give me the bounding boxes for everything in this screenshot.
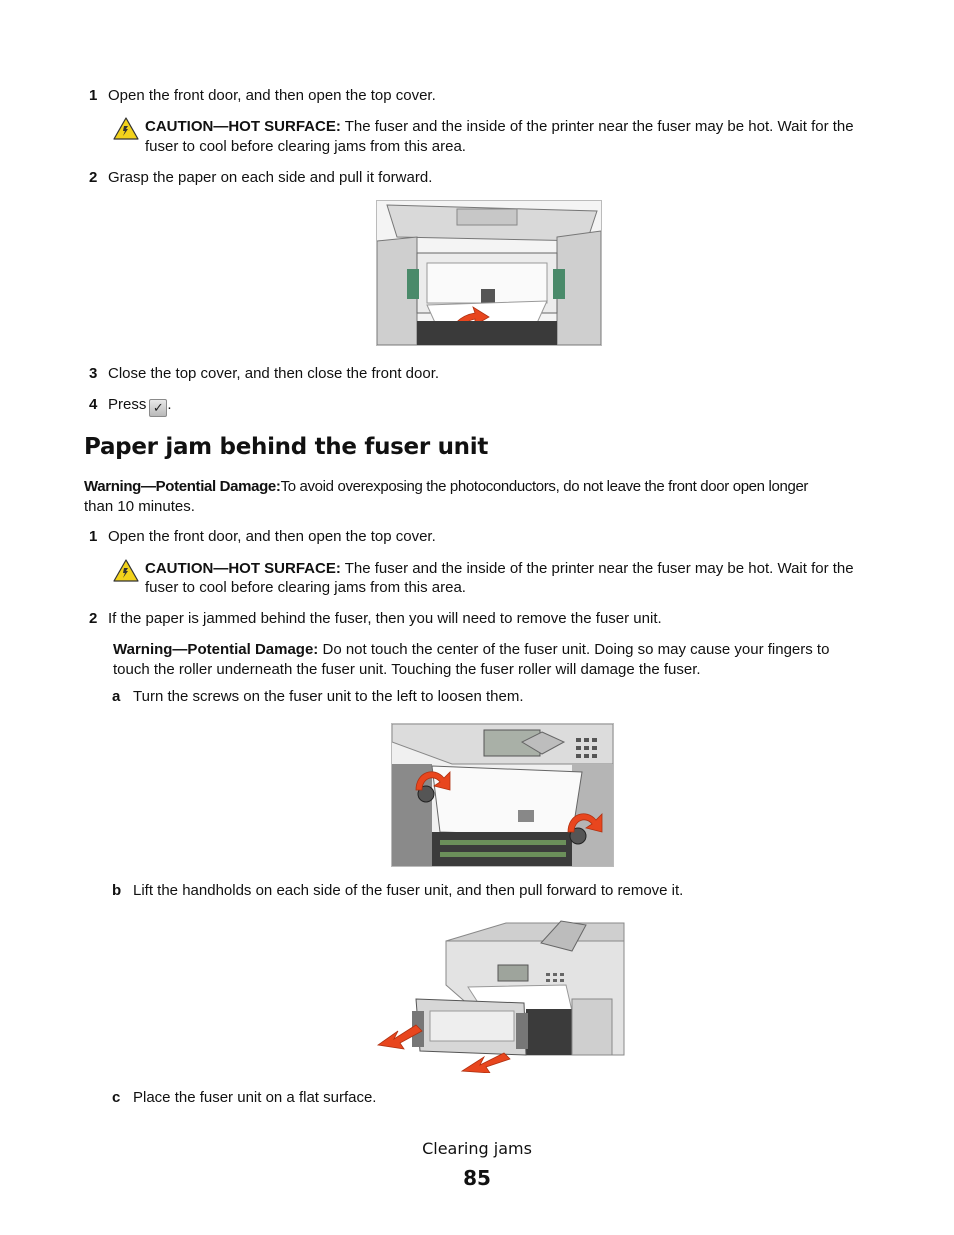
step-text: If the paper is jammed behind the fuser, then you will need to remove the fuser unit.: [108, 610, 662, 627]
caution-label: CAUTION—HOT SURFACE:: [145, 560, 341, 577]
substep-text: Turn the screws on the fuser unit to the left to loosen them.: [133, 688, 524, 705]
step-text: [108, 395, 172, 417]
step-text: Open the front door, and then open the top cover.: [108, 87, 436, 104]
caution-label: CAUTION—HOT SURFACE:: [145, 118, 341, 135]
warning-label: Warning—Potential Damage:: [113, 641, 319, 658]
warning-triangle-icon: [113, 117, 139, 141]
step-number: 3: [89, 365, 98, 382]
section-title: Paper jam behind the fuser unit: [84, 434, 489, 460]
warning-text: To avoid overexposing the photoconductors, do not leave the front door open longer: [280, 478, 809, 495]
warning-line: than 10 minutes.: [84, 498, 195, 515]
warning-text: Do not touch the center of the fuser unit. Doing so may cause your fingers to: [318, 641, 830, 658]
step-text: Close the top cover, and then close the front door.: [108, 365, 440, 382]
caution-text: The fuser and the inside of the printer near the fuser may be hot. Wait for the: [340, 560, 854, 577]
warning-line: [113, 640, 829, 660]
caution-text: The fuser and the inside of the printer near the fuser may be hot. Wait for the: [340, 118, 854, 135]
warning-line: [84, 477, 808, 497]
fuser-screws-figure: [391, 723, 614, 867]
step-number: 2: [89, 169, 98, 186]
substep-text: Place the fuser unit on a flat surface.: [133, 1089, 377, 1106]
substep-text: Lift the handholds on each side of the fuser unit, and then pull forward to remove it.: [133, 882, 684, 899]
step-number: 1: [89, 528, 98, 545]
printer-open-figure: [376, 200, 602, 346]
substep-letter: c: [112, 1089, 121, 1106]
step-number: 1: [89, 87, 98, 104]
step-number: 4: [89, 396, 98, 413]
caution-line: fuser to cool before clearing jams from this area.: [145, 138, 466, 155]
caution-line: fuser to cool before clearing jams from this area.: [145, 579, 466, 596]
checkmark-icon: ✓: [149, 399, 167, 417]
caution-line: [145, 559, 854, 579]
warning-triangle-icon: [113, 559, 139, 583]
warning-label: Warning—Potential Damage:: [84, 478, 281, 495]
page-number: 85: [463, 1166, 491, 1190]
period-text: .: [167, 396, 172, 413]
caution-line: [145, 117, 854, 137]
footer-chapter: Clearing jams: [422, 1139, 532, 1158]
step-number: 2: [89, 610, 98, 627]
fuser-removal-figure: [376, 915, 625, 1073]
warning-line: touch the roller underneath the fuser unit. Touching the fuser roller will damage the fuser.: [113, 661, 701, 678]
substep-letter: a: [112, 688, 121, 705]
step-text: Open the front door, and then open the top cover.: [108, 528, 436, 545]
step-text: Grasp the paper on each side and pull it forward.: [108, 169, 433, 186]
press-text: Press: [108, 396, 147, 413]
substep-letter: b: [112, 882, 122, 899]
